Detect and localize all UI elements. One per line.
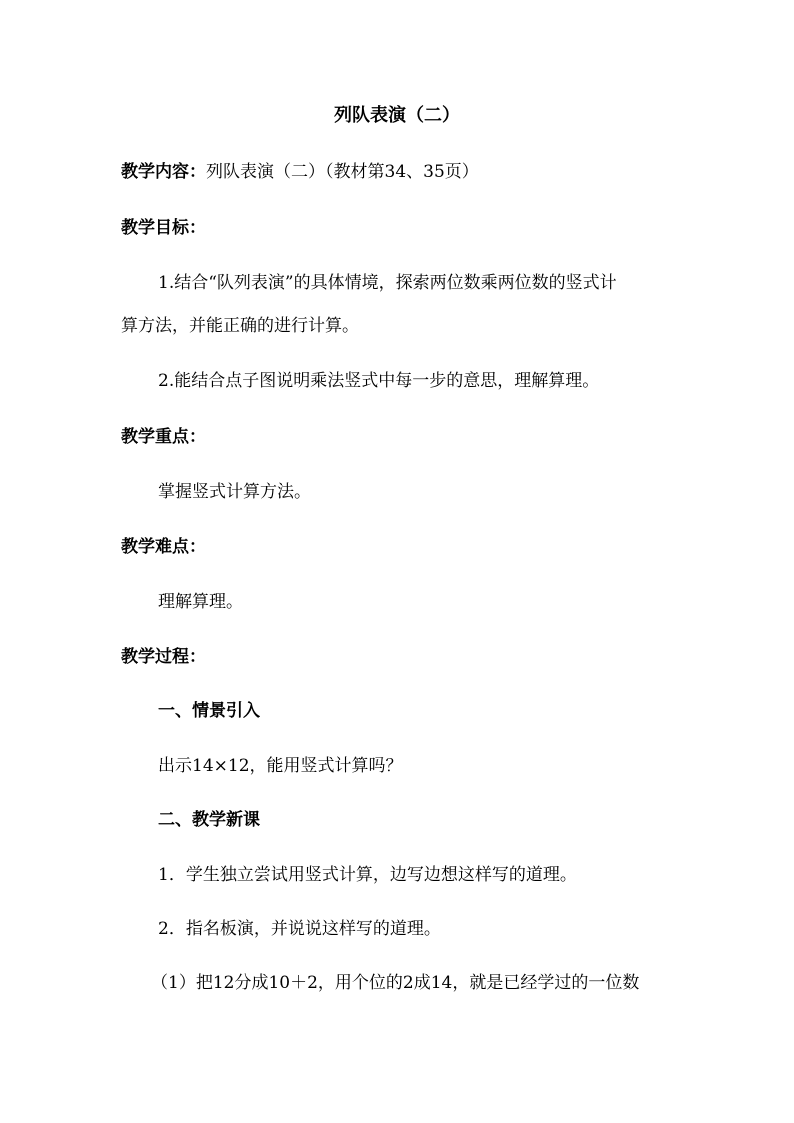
process-heading: 教学过程：	[121, 647, 206, 667]
goals-heading: 教学目标：	[121, 218, 206, 238]
goal-1-line-1: 1.结合“队列表演”的具体情境，探索两位数乘两位数的竖式计	[158, 273, 617, 293]
key-point-text: 掌握竖式计算方法。	[158, 482, 311, 502]
section-1-text: 出示14×12，能用竖式计算吗？	[158, 756, 403, 776]
key-point-heading: 教学重点：	[121, 427, 206, 447]
content-line	[121, 161, 479, 183]
section-2-heading: 二、教学新课	[158, 810, 260, 830]
step-1: 1．学生独立尝试用竖式计算，边写边想这样写的道理。	[158, 865, 577, 885]
step-2: 2．指名板演，并说说这样写的道理。	[158, 919, 441, 939]
difficulty-heading: 教学难点：	[121, 537, 206, 557]
goal-2: 2.能结合点子图说明乘法竖式中每一步的意思，理解算理。	[158, 371, 600, 391]
difficulty-text: 理解算理。	[158, 592, 243, 612]
goal-1-line-2: 算方法，并能正确的进行计算。	[121, 316, 359, 336]
content-label: 教学内容：	[121, 162, 206, 182]
section-1-heading: 一、情景引入	[158, 701, 260, 721]
step-3: （1）把12分成10＋2，用个位的2成14，就是已经学过的一位数	[151, 973, 640, 993]
content-text: 列队表演（二）（教材第34、35页）	[206, 162, 479, 182]
page-title: 列队表演（二）	[334, 105, 460, 126]
